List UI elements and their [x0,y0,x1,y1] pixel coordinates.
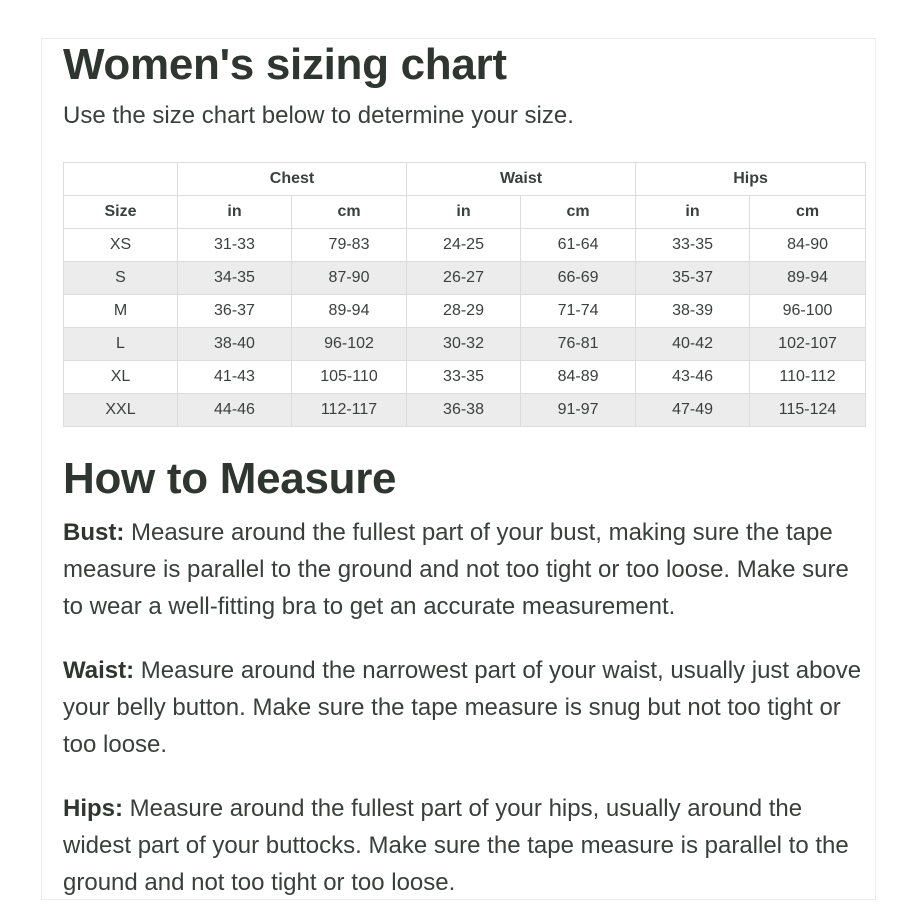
waist-cm-cell: 84-89 [521,361,636,394]
size-column-header: Size [64,196,178,229]
hips-label: Hips: [63,795,123,822]
hips-cm-cell: 102-107 [750,328,866,361]
chest-cm-cell: 89-94 [292,295,407,328]
size-cell: XL [64,361,178,394]
waist-text: Measure around the narrowest part of your waist, usually just above your belly button. Make sure the tape measure is snug but not too tight or too loose. [63,657,862,758]
group-header-row [64,163,866,196]
unit-header-row [64,196,866,229]
waist-instructions [63,652,865,763]
table-row [64,394,866,427]
hips-in-cell: 47-49 [636,394,750,427]
waist-label: Waist: [63,657,135,684]
chest-in-cell: 38-40 [178,328,292,361]
hips-in-cell: 33-35 [636,229,750,262]
bust-label: Bust: [63,519,125,546]
table-row [64,295,866,328]
hips-in-header: in [636,196,750,229]
hips-group-header: Hips [636,163,866,196]
waist-cm-cell: 91-97 [521,394,636,427]
waist-group-header: Waist [407,163,636,196]
hips-text: Measure around the fullest part of your hips, usually around the widest part of your buttocks. Make sure the tape measure is parallel to the ground and not too tight or too loose. [63,795,849,896]
waist-cm-cell: 71-74 [521,295,636,328]
size-cell: XS [64,229,178,262]
hips-cm-header: cm [750,196,866,229]
waist-in-cell: 33-35 [407,361,521,394]
page-title: Women's sizing chart [63,40,507,89]
table-row [64,229,866,262]
page-subtitle: Use the size chart below to determine your size. [63,102,574,129]
sizing-card [41,38,876,900]
size-table [63,162,866,427]
size-cell: M [64,295,178,328]
table-row [64,262,866,295]
chest-cm-cell: 79-83 [292,229,407,262]
waist-in-cell: 28-29 [407,295,521,328]
chest-cm-cell: 96-102 [292,328,407,361]
hips-in-cell: 35-37 [636,262,750,295]
chest-group-header: Chest [178,163,407,196]
waist-in-cell: 30-32 [407,328,521,361]
bust-text: Measure around the fullest part of your bust, making sure the tape measure is parallel to the ground and not too tight or too loose. Make sure to wear a well-fitting bra to get an accurate measurement. [63,519,849,620]
hips-instructions [63,790,865,900]
how-to-measure-heading: How to Measure [63,454,397,503]
chest-in-header: in [178,196,292,229]
waist-cm-header: cm [521,196,636,229]
chest-in-cell: 44-46 [178,394,292,427]
waist-cm-cell: 76-81 [521,328,636,361]
hips-cm-cell: 89-94 [750,262,866,295]
chest-cm-cell: 105-110 [292,361,407,394]
waist-cm-cell: 66-69 [521,262,636,295]
size-cell: XXL [64,394,178,427]
hips-cm-cell: 110-112 [750,361,866,394]
hips-cm-cell: 96-100 [750,295,866,328]
waist-in-header: in [407,196,521,229]
chest-in-cell: 31-33 [178,229,292,262]
chest-in-cell: 34-35 [178,262,292,295]
hips-in-cell: 38-39 [636,295,750,328]
size-cell: S [64,262,178,295]
bust-instructions [63,514,865,625]
size-cell: L [64,328,178,361]
hips-cm-cell: 115-124 [750,394,866,427]
chest-in-cell: 41-43 [178,361,292,394]
hips-cm-cell: 84-90 [750,229,866,262]
empty-header-cell [64,163,178,196]
chest-cm-cell: 112-117 [292,394,407,427]
waist-in-cell: 24-25 [407,229,521,262]
waist-cm-cell: 61-64 [521,229,636,262]
hips-in-cell: 43-46 [636,361,750,394]
waist-in-cell: 26-27 [407,262,521,295]
hips-in-cell: 40-42 [636,328,750,361]
chest-cm-cell: 87-90 [292,262,407,295]
waist-in-cell: 36-38 [407,394,521,427]
chest-cm-header: cm [292,196,407,229]
table-row [64,361,866,394]
table-row [64,328,866,361]
chest-in-cell: 36-37 [178,295,292,328]
